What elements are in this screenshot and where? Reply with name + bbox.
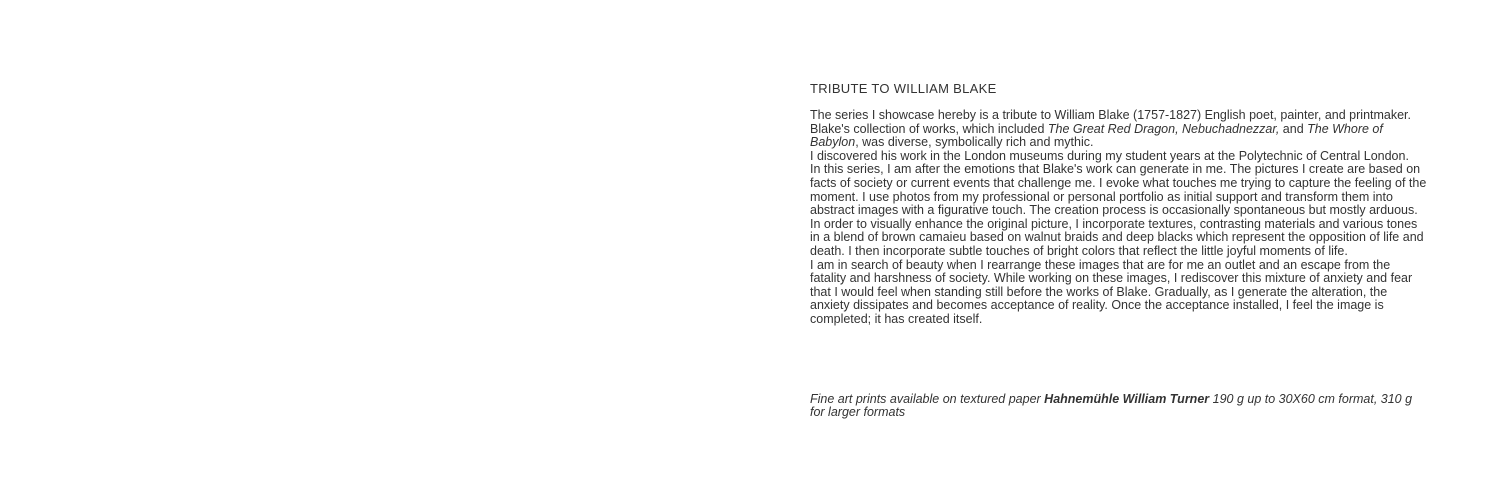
paragraph [810, 150, 1428, 164]
paragraph [810, 163, 1428, 258]
text-segment: Hahnemühle William Turner [1044, 391, 1210, 406]
text-segment: The series I showcase hereby is a tribute to William Blake (1757-1827) English poet, painter, and printmaker. Blake's collection of works, which included [810, 108, 1412, 136]
footer-note [810, 393, 1428, 420]
paragraph [810, 259, 1428, 327]
text-segment: 190 g up to 30X60 cm format, 310 g for larger formats [810, 391, 1413, 420]
text-segment: The Whore of Babylon [810, 121, 1383, 150]
content-column [810, 82, 1428, 420]
text-segment: The Great Red Dragon, Nebuchadnezzar, [1047, 121, 1280, 136]
page-title: TRIBUTE TO WILLIAM BLAKE [810, 81, 997, 96]
text-segment: I discovered his work in the London museums during my student years at the Polytechnic of Central London. [810, 148, 1409, 163]
text-segment: , was diverse, symbolically rich and mythic. [855, 135, 1094, 150]
text-segment: I am in search of beauty when I rearrange these images that are for me an outlet and an escape from the fatality and harshness of society. While working on these images, I rediscover this mixture of anxiety and fear that I would feel when standing still before the works of Blake. Gradually, as I generate the alteration, the anxiety dissipates and becomes acceptance of reality. Once the acceptance installed, I feel the image is completed; it has created itself. [810, 257, 1413, 326]
text-segment: and [1279, 121, 1308, 136]
body-text [810, 109, 1428, 327]
text-segment: In this series, I am after the emotions that Blake's work can generate in me. The pictures I create are based on facts of society or current events that challenge me. I evoke what touches me trying to capture the feeling of the moment. I use photos from my professional or personal portfolio as initial support and transform them into abstract images with a figurative touch. The creation process is occasionally spontaneous but mostly arduous. In order to visually enhance the original picture, I incorporate textures, contrasting materials and various tones in a blend of brown camaieu based on walnut braids and deep blacks which represent the opposition of life and death. I then incorporate subtle touches of bright colors that reflect the little joyful moments of life. [810, 162, 1427, 258]
paragraph [810, 109, 1428, 150]
text-segment: Fine art prints available on textured paper [810, 391, 1045, 406]
